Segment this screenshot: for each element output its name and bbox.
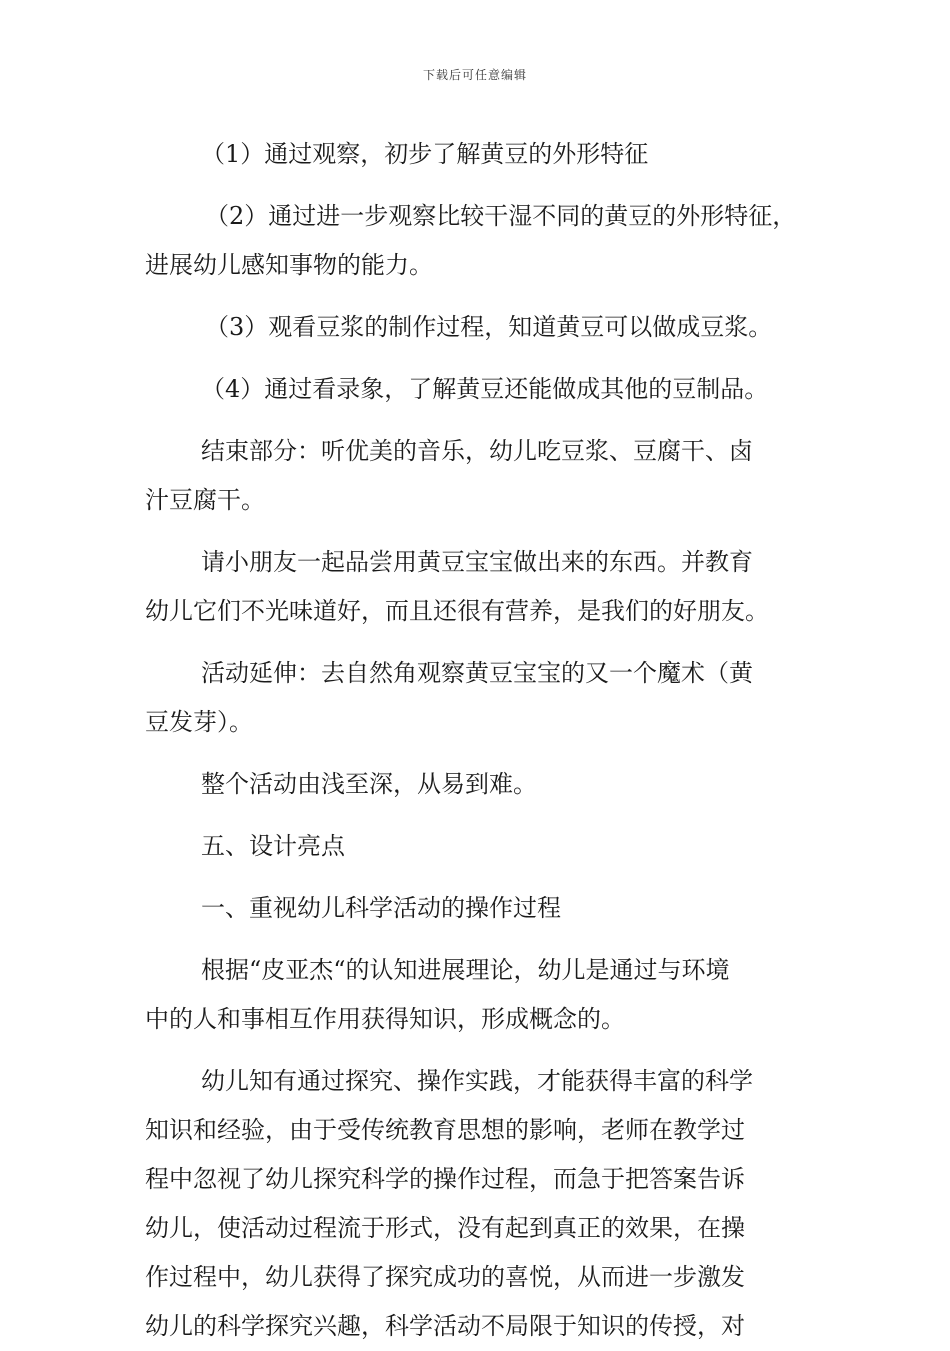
text-line: 程中忽视了幼儿探究科学的操作过程，而急于把答案告诉 — [145, 1165, 745, 1193]
text-line: 一、重视幼儿科学活动的操作过程 — [201, 894, 561, 922]
page-header: 下载后可任意编辑 — [422, 68, 527, 82]
text-line: 幼儿的科学探究兴趣，科学活动不局限于知识的传授，对 — [145, 1312, 745, 1340]
paragraph-tasting — [145, 538, 813, 636]
paragraph-goal-4 — [145, 365, 813, 414]
text-line: （3）观看豆浆的制作过程，知道黄豆可以做成豆浆。 — [205, 313, 773, 341]
text-line: 幼儿，使活动过程流于形式，没有起到真正的效果，在操 — [145, 1214, 745, 1242]
text-line: 作过程中，幼儿获得了探究成功的喜悦，从而进一步激发 — [145, 1263, 745, 1291]
text-line: 进展幼儿感知事物的能力。 — [145, 251, 433, 279]
paragraph-piaget-theory — [145, 946, 813, 1044]
text-line: 中的人和事相互作用获得知识，形成概念的。 — [145, 1005, 625, 1033]
text-line: 汁豆腐干。 — [145, 486, 265, 514]
text-line: （1）通过观察，初步了解黄豆的外形特征 — [201, 140, 649, 168]
text-line: （2）通过进一步观察比较干湿不同的黄豆的外形特征， — [205, 202, 797, 230]
paragraph-summary — [145, 760, 813, 809]
text-line: 豆发芽）。 — [145, 708, 253, 736]
text-line: 请小朋友一起品尝用黄豆宝宝做出来的东西。并教育 — [201, 548, 753, 576]
document-body — [145, 130, 813, 1351]
text-line: 幼儿知有通过探究、操作实践，才能获得丰富的科学 — [201, 1067, 753, 1095]
paragraph-extension — [145, 649, 813, 747]
text-line: 幼儿它们不光味道好，而且还很有营养，是我们的好朋友。 — [145, 597, 769, 625]
text-line: 五、设计亮点 — [201, 832, 345, 860]
text-line: （4）通过看录象，了解黄豆还能做成其他的豆制品。 — [201, 375, 769, 403]
text-line: 知识和经验，由于受传统教育思想的影响，老师在教学过 — [145, 1116, 745, 1144]
subheading-operation-process — [145, 884, 813, 933]
text-line: 活动延伸：去自然角观察黄豆宝宝的又一个魔术（黄 — [201, 659, 753, 687]
section-heading-design-highlights — [145, 822, 813, 871]
paragraph-goal-3 — [145, 303, 813, 352]
paragraph-ending — [145, 427, 813, 525]
text-line: 根据“皮亚杰“的认知进展理论，幼儿是通过与环境 — [201, 956, 730, 984]
text-line: 结束部分：听优美的音乐，幼儿吃豆浆、豆腐干、卤 — [201, 437, 753, 465]
paragraph-exploration — [145, 1057, 813, 1351]
text-line: 整个活动由浅至深，从易到难。 — [201, 770, 537, 798]
paragraph-goal-2 — [145, 192, 813, 290]
paragraph-goal-1 — [145, 130, 813, 179]
